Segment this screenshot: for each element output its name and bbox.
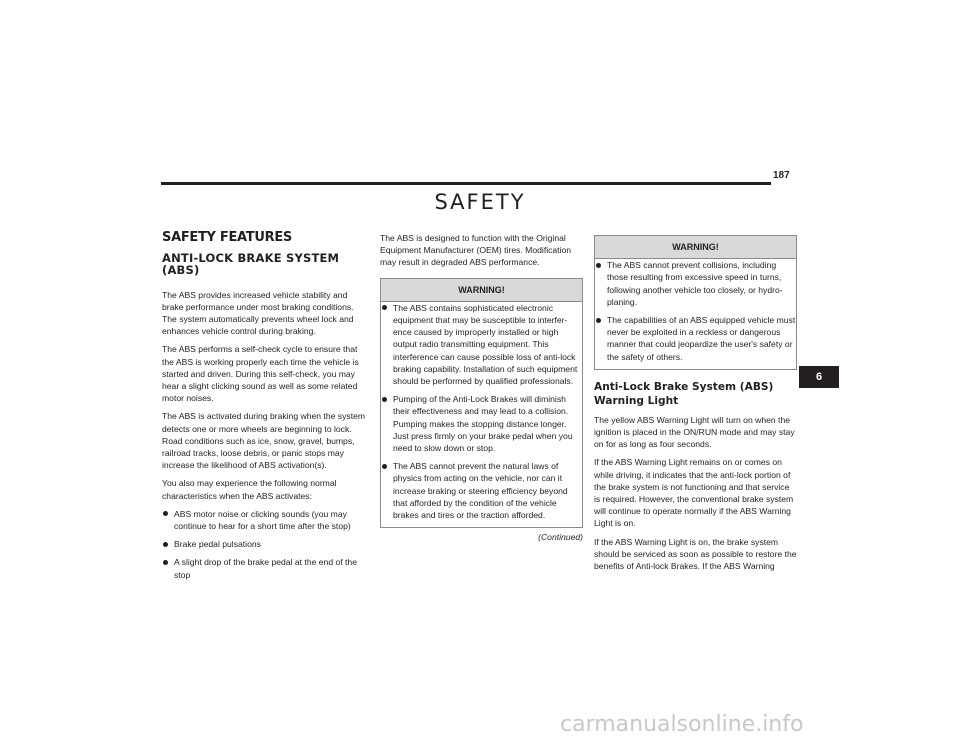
list-item: The ABS cannot prevent the natural laws of physics from acting on the vehicle, nor can it increase braking or steering efficiency beyond that afforded by the condition of the vehicle brakes and tires or the traction afforded. [381, 460, 582, 521]
watermark: carmanualsonline.info [560, 712, 804, 737]
warning-list [381, 302, 582, 521]
warning-box [380, 278, 583, 529]
paragraph: The ABS provides increased vehicle stability and brake performance under most braking conditions. The system automatically prevents wheel lock and enhances vehicle control during braking. [162, 289, 354, 337]
paragraph: If the ABS Warning Light remains on or comes on while driving, it indicates that the anti-lock portion of the brake system is not functioning and that service is required. However, the conventional brake system will continue to operate normally if the ABS Warning Light is on. [594, 457, 794, 529]
column-3 [594, 235, 797, 578]
list-item: The ABS contains sophisticated electronic equipment that may be susceptible to interfer-ence caused by improperly installed or high output radio transmitting equipment. This interference can cause possible loss of anti-lock braking capability. Installation of such equipment should be performed by qualified professionals. [381, 302, 582, 387]
list-item: A slight drop of the brake pedal at the end of the stop [162, 556, 365, 580]
paragraph: You also may experience the following normal characteristics when the ABS activates: [162, 478, 337, 501]
paragraph: The ABS is activated during braking when the system detects one or more wheels are beginning to lock. Road conditions such as ice, snow, gravel, bumps, railroad tracks, loose debris, or panic stops may increase the likelihood of ABS activation(s). [162, 411, 366, 471]
chapter-title: SAFETY [434, 190, 526, 214]
column-2 [380, 232, 583, 543]
list-item: ABS motor noise or clicking sounds (you may continue to hear for a short time after the stop) [162, 508, 365, 532]
paragraph: The yellow ABS Warning Light will turn on when the ignition is placed in the ON/RUN mode and may stay on for as long as four seconds. [594, 414, 795, 450]
list-item: The ABS cannot prevent collisions, including those resulting from excessive speed in turns, following another vehicle too closely, or hydro-planing. [595, 259, 796, 308]
bullet-list [162, 508, 365, 581]
warning-title: WARNING! [595, 236, 796, 259]
subsection-title: ANTI-LOCK BRAKE SYSTEM (ABS) [162, 251, 340, 278]
warning-list [595, 259, 796, 363]
paragraph: If the ABS Warning Light is on, the brake system should be serviced as soon as possible to restore the benefits of Anti-lock Brakes. If the ABS Warning [594, 536, 797, 572]
paragraph: The ABS is designed to function with the Original Equipment Manufacturer (OEM) tires. Modification may result in degraded ABS performance. [380, 233, 572, 268]
list-item: The capabilities of an ABS equipped vehicle must never be exploited in a reckless or dangerous manner that could jeopardize the user's safety or the safety of others. [595, 314, 796, 363]
warning-box [594, 235, 797, 370]
column-1 [162, 232, 365, 587]
paragraph: The ABS performs a self-check cycle to ensure that the ABS is working properly each time the vehicle is started and driven. During this self-check, you may hear a slight clicking sound as well as some related motor noises. [162, 344, 359, 404]
section-title: SAFETY FEATURES [162, 230, 292, 245]
list-item: Pumping of the Anti-Lock Brakes will diminish their effectiveness and may lead to a collision. Pumping makes the stopping distance longer. Just press firmly on your brake pedal when you need to slow down or stop. [381, 393, 582, 454]
header-rule [161, 182, 771, 185]
chapter-tab-marker: 6 [799, 366, 839, 388]
continued-note: (Continued) [538, 532, 583, 543]
list-item: Brake pedal pulsations [162, 538, 365, 550]
subsection-title: Anti-Lock Brake System (ABS) Warning Light [594, 380, 774, 407]
page-number: 187 [773, 170, 790, 181]
warning-title: WARNING! [381, 279, 582, 302]
